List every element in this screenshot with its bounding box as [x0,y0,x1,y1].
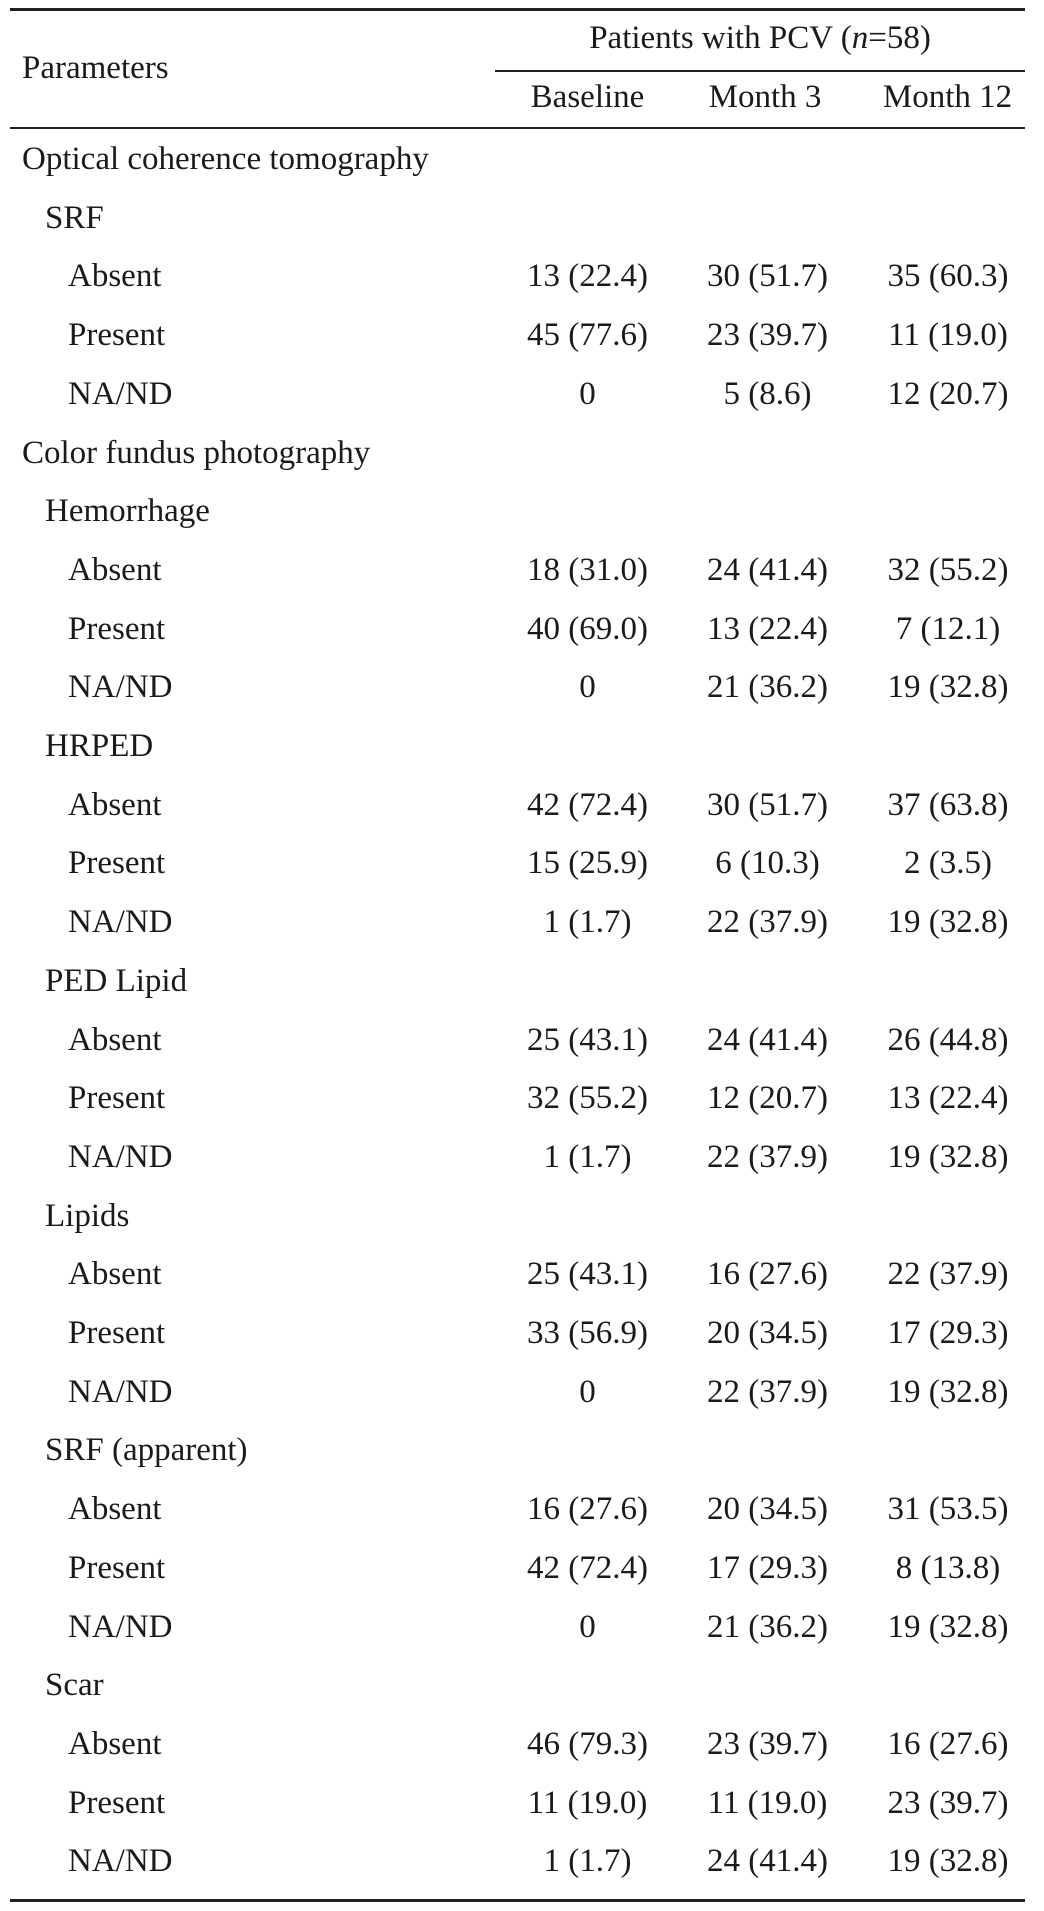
cell-month-3: 13 (22.4) [707,610,828,647]
cell-month-3: 17 (29.3) [707,1549,828,1586]
cell-month-3: 22 (37.9) [707,904,828,941]
table-row [0,542,1044,601]
cell-month-3: 30 (51.7) [707,258,828,295]
cell-baseline: 0 [579,669,596,706]
cell-month-3: 11 (19.0) [707,1784,828,1821]
table-row [0,1540,1044,1599]
header-group-n: n [851,20,869,56]
subsection-row [0,1657,1044,1716]
cell-month-12: 11 (19.0) [888,317,1008,354]
row-label: NA/ND [68,375,173,412]
cell-baseline: 25 (43.1) [527,1256,648,1293]
cell-month-3: 5 (8.6) [723,375,812,412]
table-row [0,366,1044,425]
cell-month-3: 12 (20.7) [707,1080,828,1117]
cell-month-3: 20 (34.5) [707,1491,828,1528]
header-group-suffix: =58) [868,20,931,56]
subsection-row [0,483,1044,542]
cell-month-12: 32 (55.2) [887,551,1009,588]
cell-baseline: 1 (1.7) [543,1843,632,1880]
header-group-label [495,18,1025,58]
cell-month-3: 23 (39.7) [707,317,828,354]
row-label: Present [68,1784,166,1821]
cell-month-12: 35 (60.3) [887,258,1009,295]
table-row [0,307,1044,366]
row-label: Present [68,845,166,882]
cell-month-3: 24 (41.4) [707,551,828,588]
cell-baseline: 40 (69.0) [527,610,648,647]
table-row [0,1012,1044,1071]
cell-month-12: 8 (13.8) [895,1549,1001,1586]
table-row [0,1129,1044,1188]
row-label: NA/ND [68,1373,173,1410]
cell-month-12: 17 (29.3) [887,1315,1009,1351]
cell-month-12: 19 (32.8) [887,904,1009,941]
cell-month-12: 22 (37.9) [887,1256,1009,1293]
row-label: Absent [68,786,162,823]
cell-baseline: 13 (22.4) [527,258,648,295]
cell-month-3: 21 (36.2) [707,669,828,706]
cell-baseline: 25 (43.1) [527,1021,648,1058]
row-label: Absent [68,551,162,588]
cell-baseline: 1 (1.7) [543,904,632,941]
cell-month-3: 30 (51.7) [707,786,828,823]
cell-baseline: 0 [579,1608,596,1645]
row-label: Optical coherence tomography [22,141,429,177]
row-label: Hemorrhage [45,493,210,530]
section-row [0,425,1044,484]
row-label: Present [68,317,166,354]
cell-month-12: 37 (63.8) [887,786,1009,823]
cell-baseline: 33 (56.9) [527,1315,648,1351]
cell-baseline: 32 (55.2) [527,1080,648,1117]
cell-baseline: 46 (79.3) [527,1725,648,1762]
subsection-row [0,1188,1044,1247]
cell-baseline: 0 [579,1373,596,1410]
cell-baseline: 11 (19.0) [527,1784,648,1821]
table-row [0,1716,1044,1775]
table-row [0,1305,1044,1364]
header-col-month-3: Month 3 [708,79,822,115]
row-label: NA/ND [68,904,173,941]
cell-baseline: 45 (77.6) [527,317,648,354]
header-col-month-12: Month 12 [882,79,1013,115]
row-label: Absent [68,1491,162,1528]
row-label: Absent [68,1725,162,1762]
cell-month-12: 23 (39.7) [887,1784,1009,1821]
cell-month-12: 2 (3.5) [904,845,992,882]
row-label: Absent [68,1021,162,1058]
row-label: Present [68,1549,166,1586]
cell-baseline: 15 (25.9) [527,845,648,882]
row-label: Color fundus photography [22,434,371,471]
header-parameters: Parameters [22,50,169,86]
table-row [0,1775,1044,1834]
cell-month-12: 19 (32.8) [887,1608,1009,1645]
cell-baseline: 42 (72.4) [527,1549,648,1586]
cell-month-3: 21 (36.2) [707,1608,828,1645]
cell-baseline: 42 (72.4) [527,786,648,823]
cell-month-12: 19 (32.8) [887,669,1009,706]
cell-month-12: 19 (32.8) [887,1373,1009,1410]
row-label: HRPED [45,728,154,764]
cell-month-3: 16 (27.6) [707,1256,828,1293]
cell-month-12: 16 (27.6) [887,1725,1009,1762]
table-row [0,1481,1044,1540]
section-row [0,131,1044,190]
cell-baseline: 0 [579,375,596,412]
table-row [0,1246,1044,1305]
row-label: Present [68,610,166,647]
cell-month-3: 23 (39.7) [707,1725,828,1762]
row-label: NA/ND [68,1608,173,1645]
subsection-row [0,190,1044,249]
subsection-row [0,953,1044,1012]
cell-baseline: 1 (1.7) [543,1138,632,1175]
cell-month-3: 6 (10.3) [715,845,820,882]
row-label: NA/ND [68,1843,173,1880]
cell-month-3: 24 (41.4) [707,1843,828,1880]
table-row [0,659,1044,718]
row-label: Lipids [45,1197,130,1234]
cell-month-12: 26 (44.8) [887,1021,1009,1058]
cell-month-12: 12 (20.7) [887,375,1009,412]
cell-baseline: 16 (27.6) [527,1491,648,1528]
row-label: SRF [45,199,104,236]
row-label: Present [68,1080,166,1117]
cell-month-3: 24 (41.4) [707,1021,828,1058]
table-row [0,1599,1044,1658]
cell-month-12: 7 (12.1) [895,610,1001,647]
cell-month-12: 19 (32.8) [887,1138,1009,1175]
row-label: Absent [68,1256,162,1293]
cell-month-12: 19 (32.8) [887,1843,1009,1880]
header-group-prefix: Patients with PCV ( [589,20,852,56]
row-label: NA/ND [68,1138,173,1175]
cell-month-12: 13 (22.4) [887,1080,1009,1117]
table-row [0,601,1044,660]
subsection-row [0,718,1044,777]
subsection-row [0,1422,1044,1481]
cell-month-12: 31 (53.5) [887,1491,1009,1528]
cell-baseline: 18 (31.0) [527,551,648,588]
header-col-baseline: Baseline [530,79,645,115]
table-row [0,248,1044,307]
table-row [0,1070,1044,1129]
table-row [0,1364,1044,1423]
row-label: Scar [45,1667,104,1704]
table-bottom-rule [10,1899,1025,1902]
header-bottom-rule [10,127,1025,129]
header-group-rule [495,70,1025,72]
row-label: Absent [68,258,162,295]
row-label: PED Lipid [45,962,188,999]
row-label: NA/ND [68,669,173,706]
table-row [0,1833,1044,1892]
row-label: Present [68,1315,166,1351]
cell-month-3: 22 (37.9) [707,1138,828,1175]
cell-month-3: 22 (37.9) [707,1373,828,1410]
row-label: SRF (apparent) [45,1432,248,1469]
table-top-rule [10,8,1025,11]
table-row [0,777,1044,836]
table-row [0,835,1044,894]
cell-month-3: 20 (34.5) [707,1315,828,1351]
table-row [0,894,1044,953]
